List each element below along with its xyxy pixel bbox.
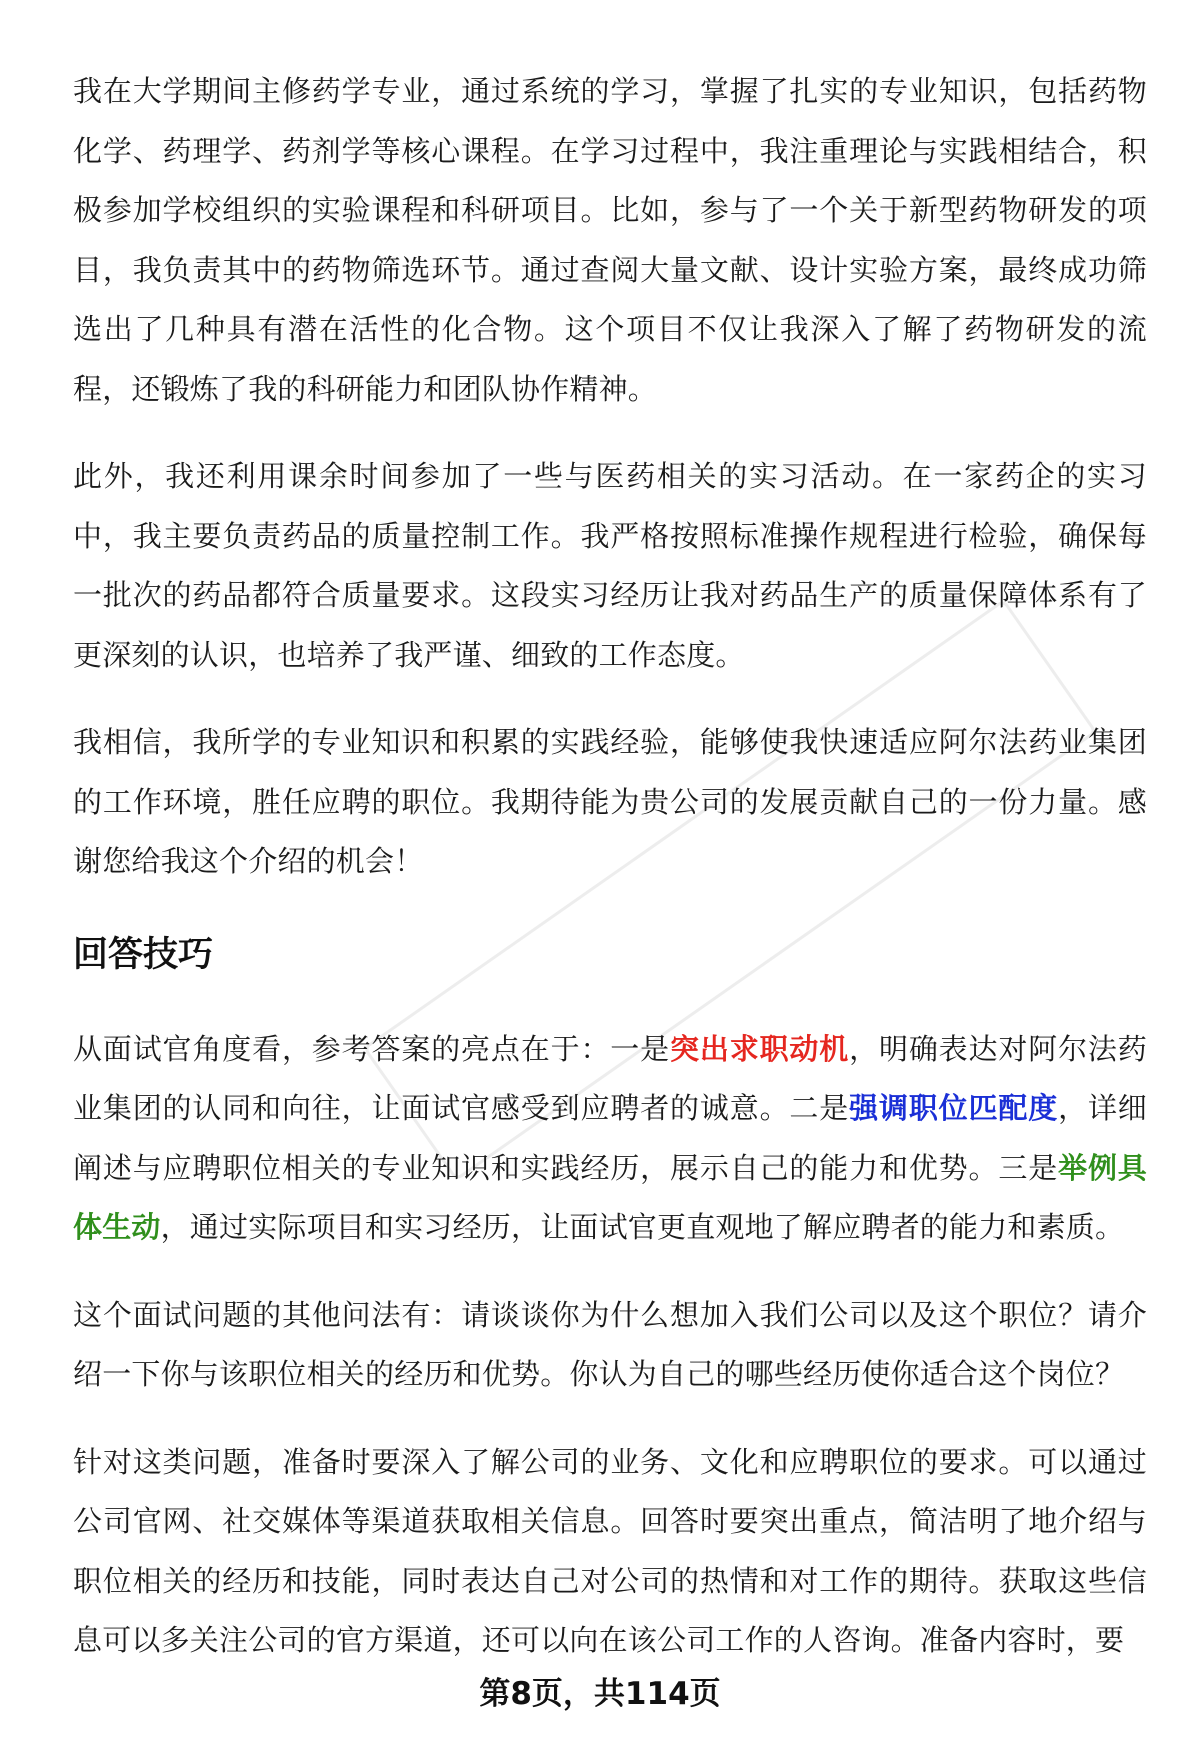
paragraph-preparation: 针对这类问题，准备时要深入了解公司的业务、文化和应聘职位的要求。可以通过公司官网、社交媒体等渠道获取相关信息。回答时要突出重点，简洁明了地介绍与职位相关的经历和技能，同时表达自己对公司的热情和对工作的期待。获取这些信息可以多关注公司的官方渠道，还可以向在该公司工作的人咨询。准备内容时，要 [73,1444,1147,1657]
highlight-motivation: 突出求职动机 [670,1031,850,1066]
highlight-examples: 举例具体生动 [73,1150,1147,1244]
page-number: 第8页，共114页 [479,1676,721,1712]
paragraph-education: 我在大学期间主修药学专业，通过系统的学习，掌握了扎实的专业知识，包括药物化学、药理学、药剂学等核心课程。在学习过程中，我注重理论与实践相结合，积极参加学校组织的实验课程和科研项目。比如，参与了一个关于新型药物研发的项目，我负责其中的药物筛选环节。通过查阅大量文献、设计实验方案，最终成功筛选出了几种具有潜在活性的化合物。这个项目不仅让我深入了解了药物研发的流程，还锻炼了我的科研能力和团队协作精神。 [73,74,1147,406]
tips-text: 从面试官角度看，参考答案的亮点在于：一是 [73,1031,671,1066]
paragraph-internship: 此外，我还利用课余时间参加了一些与医药相关的实习活动。在一家药企的实习中，我主要负责药品的质量控制工作。我严格按照标准操作规程进行检验，确保每一批次的药品都符合质量要求。这段实习经历让我对药品生产的质量保障体系有了更深刻的认识，也培养了我严谨、细致的工作态度。 [73,459,1147,672]
tips-text: ，通过实际项目和实习经历，让面试官更直观地了解应聘者的能力和素质。 [160,1210,1125,1244]
paragraph-tips [73,1020,1147,1258]
document-page [73,62,1147,1699]
tips-text: ，详细阐述与应聘职位相关的专业知识和实践经历，展示自己的能力和优势。三是 [73,1091,1147,1185]
highlight-job-match: 强调职位匹配度 [849,1091,1059,1125]
section-heading: 回答技巧 [73,934,214,975]
tips-text: ，明确表达对阿尔法药业集团的认同和向往，让面试官感受到应聘者的诚意。二是 [73,1031,1147,1125]
paragraph-other-questions: 这个面试问题的其他问法有：请谈谈你为什么想加入我们公司以及这个职位？请介绍一下你与该职位相关的经历和优势。你认为自己的哪些经历使你适合这个岗位？ [73,1297,1147,1391]
paragraph-conclusion: 我相信，我所学的专业知识和积累的实践经验，能够使我快速适应阿尔法药业集团的工作环境，胜任应聘的职位。我期待能为贵公司的发展贡献自己的一份力量。感谢您给我这个介绍的机会！ [73,725,1147,878]
